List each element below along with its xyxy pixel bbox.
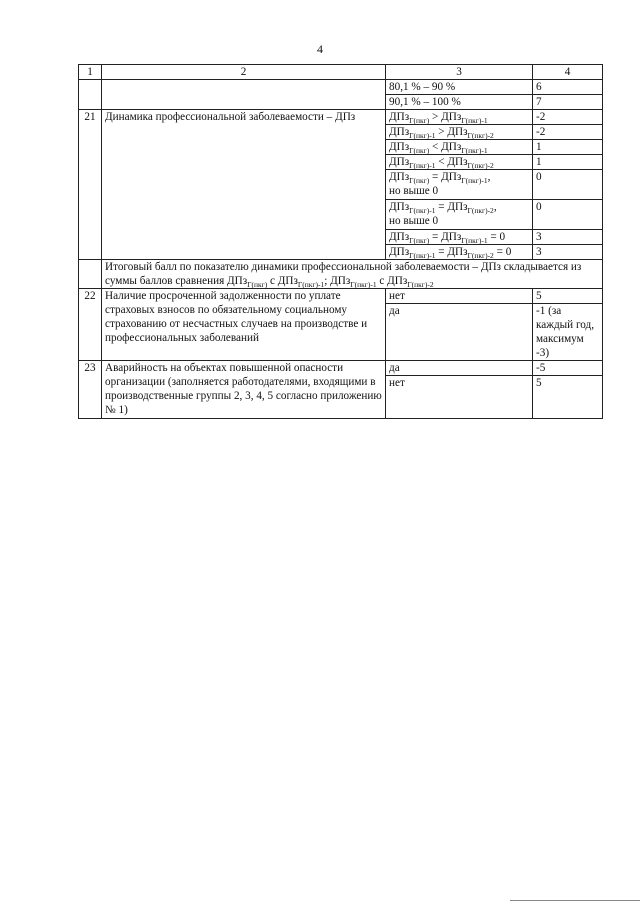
score-cell: 1 bbox=[533, 140, 603, 155]
score-cell: 0 bbox=[533, 200, 603, 230]
score-cell: 3 bbox=[533, 230, 603, 245]
condition-cell: ДПз$_{Г(пкг)-1}$ = ДПз$_{Г(пкг)-2}$, но выше 0 bbox=[386, 200, 533, 230]
score-cell: 0 bbox=[533, 170, 603, 200]
indicator-title: Аварийность на объектах повышенной опасности организации (заполняется работодателями, входящими в производственные группы 2, 3, 4, 5 согласно приложению № 1) bbox=[102, 361, 386, 419]
empty-cell bbox=[79, 260, 102, 289]
condition-cell: нет bbox=[386, 289, 533, 304]
table-row bbox=[79, 361, 603, 376]
indicator-title: Динамика профессиональной заболеваемости – ДПз bbox=[102, 110, 386, 260]
table-header-row bbox=[79, 65, 603, 80]
condition-cell: ДПз$_{Г(пкг)}$ = ДПз$_{Г(пкг)-1}$, но выше 0 bbox=[386, 170, 533, 200]
condition-cell: да bbox=[386, 361, 533, 376]
criteria-table bbox=[78, 64, 603, 419]
row-number: 23 bbox=[79, 361, 102, 419]
score-cell: 3 bbox=[533, 245, 603, 260]
condition-cell: 80,1 % – 90 % bbox=[386, 80, 533, 95]
page-edge-rule bbox=[510, 900, 640, 901]
empty-cell bbox=[79, 80, 102, 110]
score-cell: 1 bbox=[533, 155, 603, 170]
score-cell: 6 bbox=[533, 80, 603, 95]
score-cell: 5 bbox=[533, 289, 603, 304]
condition-cell: да bbox=[386, 304, 533, 361]
condition-cell: ДПз$_{Г(пкг)-1}$ < ДПз$_{Г(пкг)-2}$ bbox=[386, 155, 533, 170]
score-cell: -5 bbox=[533, 361, 603, 376]
row-number: 21 bbox=[79, 110, 102, 260]
condition-cell: ДПз$_{Г(пкг)}$ > ДПз$_{Г(пкг)-1}$ bbox=[386, 110, 533, 125]
condition-cell: ДПз$_{Г(пкг)-1}$ > ДПз$_{Г(пкг)-2}$ bbox=[386, 125, 533, 140]
header-col-4: 4 bbox=[533, 65, 603, 80]
table-row bbox=[79, 289, 603, 304]
table-row bbox=[79, 80, 603, 95]
header-col-3: 3 bbox=[386, 65, 533, 80]
score-cell: -2 bbox=[533, 125, 603, 140]
score-cell: 5 bbox=[533, 376, 603, 419]
indicator-title: Наличие просроченной задолженности по уплате страховых взносов по обязательному социальному страхованию от несчастных случаев на производстве и профессиональных заболеваний bbox=[102, 289, 386, 361]
condition-cell: ДПз$_{Г(пкг)}$ = ДПз$_{Г(пкг)-1}$ = 0 bbox=[386, 230, 533, 245]
summary-note: Итоговый балл по показателю динамики профессиональной заболеваемости – ДПз складывается из суммы баллов сравнения ДПз$_{Г(пкг)}$ с ДПз$_{Г(пкг)-1}$; ДПз$_{Г(пкг)-1}$ с ДПз$_{Г(пкг)-2}$ bbox=[102, 260, 603, 289]
score-cell: -2 bbox=[533, 110, 603, 125]
condition-cell: ДПз$_{Г(пкг)}$ < ДПз$_{Г(пкг)-1}$ bbox=[386, 140, 533, 155]
page-number: 4 bbox=[317, 42, 323, 56]
header-col-1: 1 bbox=[79, 65, 102, 80]
table-row bbox=[79, 260, 603, 289]
condition-cell: ДПз$_{Г(пкг)-1}$ = ДПз$_{Г(пкг)-2}$ = 0 bbox=[386, 245, 533, 260]
condition-cell: нет bbox=[386, 376, 533, 419]
condition-cell: 90,1 % – 100 % bbox=[386, 95, 533, 110]
score-cell: 7 bbox=[533, 95, 603, 110]
header-col-2: 2 bbox=[102, 65, 386, 80]
score-cell: -1 (за каждый год, максимум -3) bbox=[533, 304, 603, 361]
table-row bbox=[79, 110, 603, 125]
row-number: 22 bbox=[79, 289, 102, 361]
empty-cell bbox=[102, 80, 386, 110]
